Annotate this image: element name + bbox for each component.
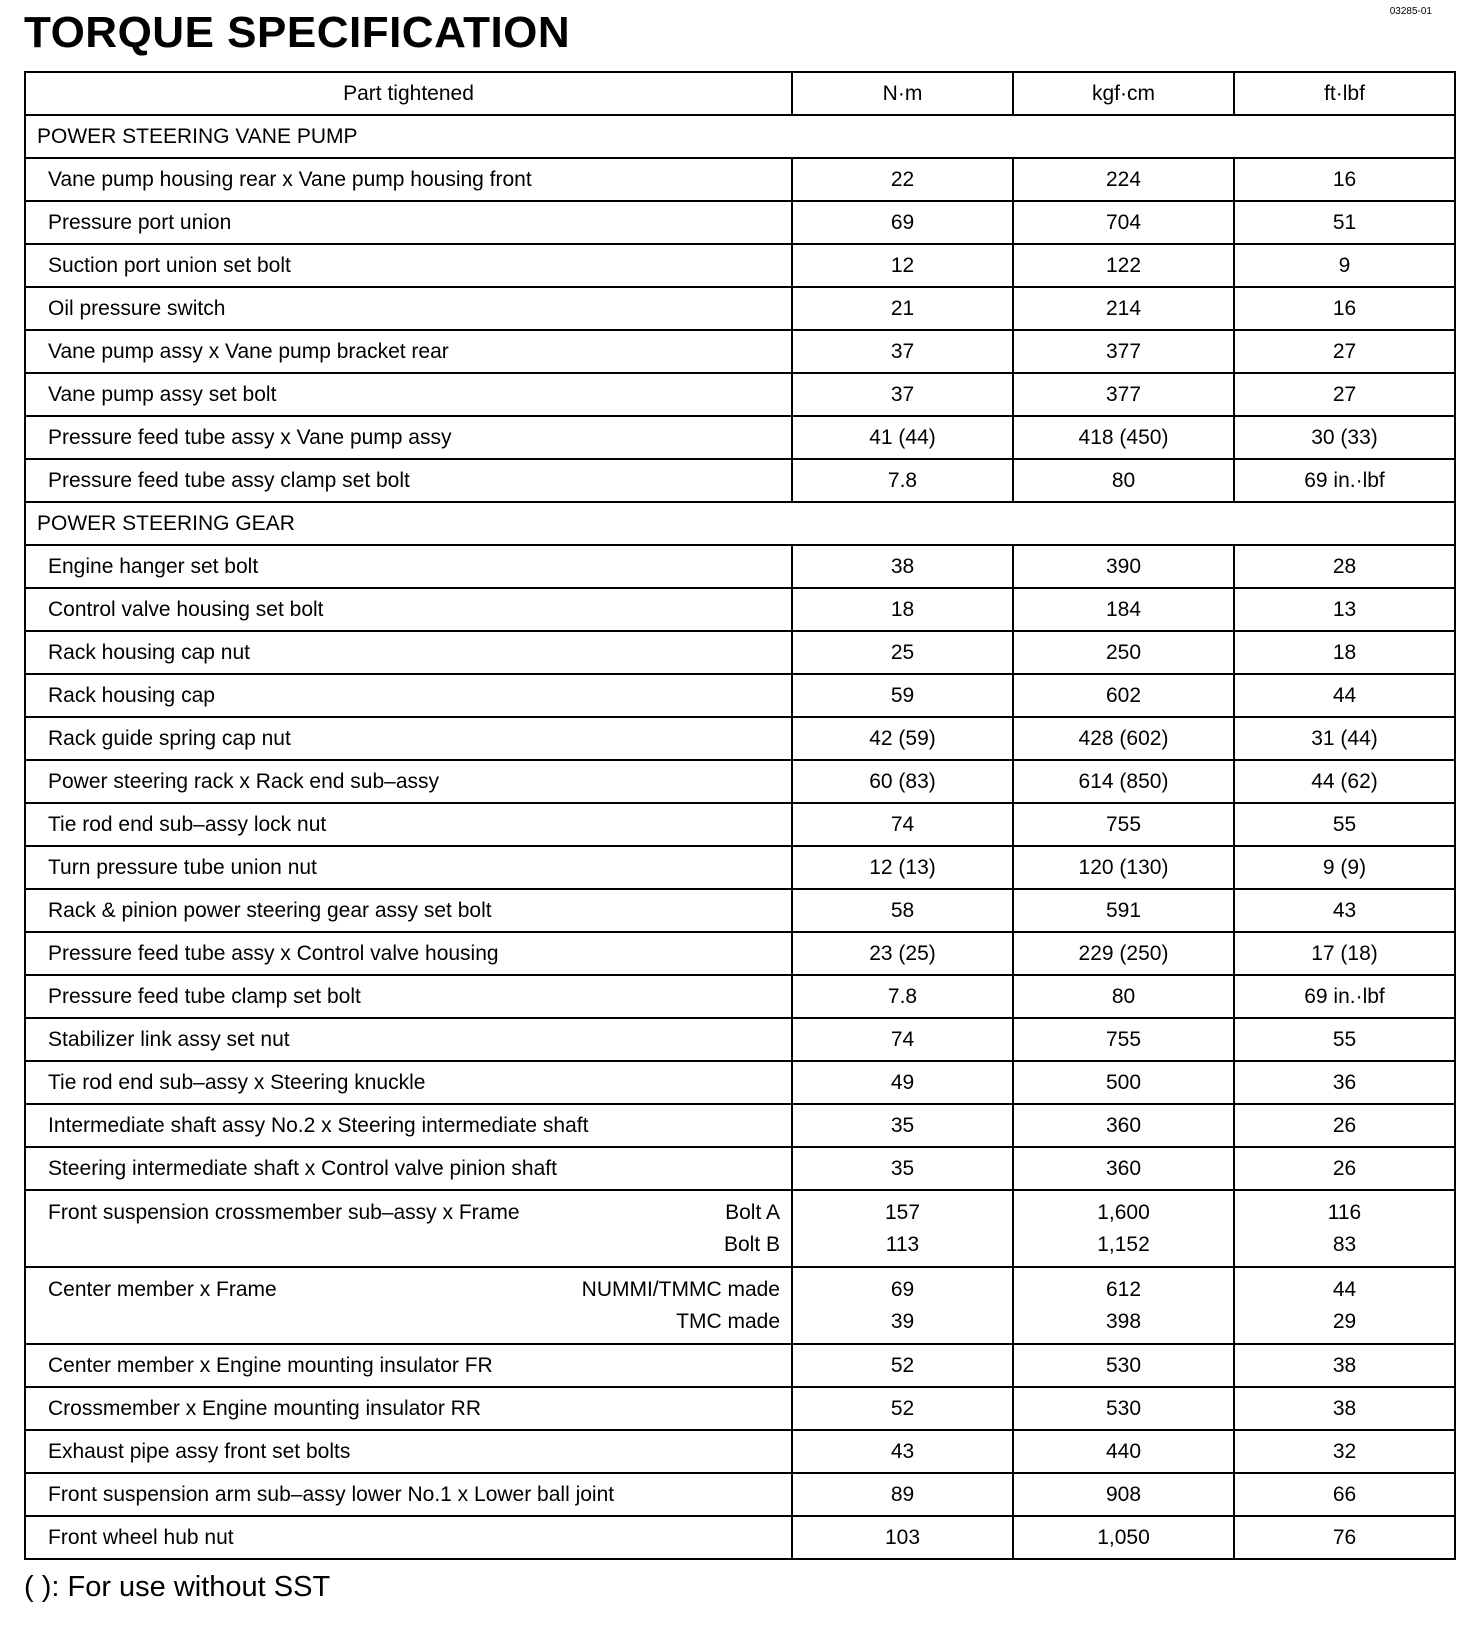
page-title: TORQUE SPECIFICATION	[24, 8, 571, 57]
part-name: Suction port union set bolt	[25, 244, 792, 287]
value-nm-cell	[792, 1190, 1013, 1267]
value-nm: 58	[792, 889, 1013, 932]
part-name: Pressure feed tube clamp set bolt	[25, 975, 792, 1018]
value-nm: 74	[792, 803, 1013, 846]
part-name: Pressure port union	[25, 201, 792, 244]
value-kgfcm: 418 (450)	[1013, 416, 1234, 459]
value-kgfcm: 500	[1013, 1061, 1234, 1104]
table-row	[25, 1387, 1455, 1430]
table-row	[25, 158, 1455, 201]
value-kgfcm: 360	[1013, 1104, 1234, 1147]
sub-label: TMC made	[676, 1309, 780, 1333]
value-kgfcm: 612	[1105, 1277, 1142, 1301]
value-ftlbf: 43	[1234, 889, 1455, 932]
part-name: Vane pump assy x Vane pump bracket rear	[25, 330, 792, 373]
footnote: ( ): For use without SST	[24, 1571, 331, 1603]
table-row	[25, 459, 1455, 502]
header-ftlbf: ft·lbf	[1234, 72, 1455, 115]
value-nm: 52	[792, 1344, 1013, 1387]
table-row	[25, 373, 1455, 416]
table-row	[25, 545, 1455, 588]
value-ftlbf: 38	[1234, 1344, 1455, 1387]
value-ftlbf: 36	[1234, 1061, 1455, 1104]
value-kgfcm: 80	[1013, 975, 1234, 1018]
value-nm: 22	[792, 158, 1013, 201]
value-nm: 59	[792, 674, 1013, 717]
value-ftlbf: 69 in.·lbf	[1234, 459, 1455, 502]
value-kgfcm: 755	[1013, 1018, 1234, 1061]
section-title: POWER STEERING GEAR	[25, 502, 1455, 545]
table-row	[25, 330, 1455, 373]
value-nm: 113	[885, 1232, 920, 1256]
value-ftlbf: 9 (9)	[1234, 846, 1455, 889]
value-kgfcm: 80	[1013, 459, 1234, 502]
value-kgfcm: 1,600	[1097, 1200, 1150, 1224]
table-row	[25, 846, 1455, 889]
value-ftlbf: 38	[1234, 1387, 1455, 1430]
value-kgfcm: 440	[1013, 1430, 1234, 1473]
value-nm: 74	[792, 1018, 1013, 1061]
sub-label: Bolt A	[725, 1200, 780, 1224]
value-kgfcm: 390	[1013, 545, 1234, 588]
value-kgfcm: 428 (602)	[1013, 717, 1234, 760]
torque-spec-body	[25, 72, 1455, 1559]
value-ftlbf: 26	[1234, 1147, 1455, 1190]
value-ftlbf: 16	[1234, 287, 1455, 330]
value-nm: 69	[890, 1277, 915, 1301]
value-kgfcm: 1,050	[1013, 1516, 1234, 1559]
value-nm: 23 (25)	[792, 932, 1013, 975]
table-row	[25, 975, 1455, 1018]
value-kgfcm: 591	[1013, 889, 1234, 932]
value-nm: 37	[792, 330, 1013, 373]
table-row	[25, 244, 1455, 287]
sub-label: NUMMI/TMMC made	[581, 1277, 780, 1301]
value-ftlbf: 44	[1234, 674, 1455, 717]
table-row	[25, 932, 1455, 975]
document-code: 03285-01	[1389, 6, 1432, 17]
value-kgfcm: 184	[1013, 588, 1234, 631]
value-nm: 7.8	[792, 459, 1013, 502]
table-row-multi	[25, 1190, 1455, 1267]
value-nm: 43	[792, 1430, 1013, 1473]
header-nm: N·m	[792, 72, 1013, 115]
part-cell	[25, 1190, 792, 1267]
value-nm: 49	[792, 1061, 1013, 1104]
value-nm: 25	[792, 631, 1013, 674]
table-row	[25, 1344, 1455, 1387]
table-row	[25, 803, 1455, 846]
table-row	[25, 1473, 1455, 1516]
part-name: Crossmember x Engine mounting insulator RR	[25, 1387, 792, 1430]
value-kgfcm: 360	[1013, 1147, 1234, 1190]
table-row	[25, 1061, 1455, 1104]
table-row	[25, 717, 1455, 760]
table-row	[25, 416, 1455, 459]
part-name: Front suspension arm sub–assy lower No.1 x Lower ball joint	[25, 1473, 792, 1516]
part-name: Stabilizer link assy set nut	[25, 1018, 792, 1061]
value-nm: 35	[792, 1104, 1013, 1147]
part-name: Tie rod end sub–assy lock nut	[25, 803, 792, 846]
header-part-tightened: Part tightened	[25, 72, 792, 115]
value-ftlbf: 28	[1234, 545, 1455, 588]
value-kgfcm: 398	[1105, 1309, 1142, 1333]
part-name: Rack housing cap nut	[25, 631, 792, 674]
part-name: Rack guide spring cap nut	[25, 717, 792, 760]
table-row	[25, 201, 1455, 244]
table-row	[25, 588, 1455, 631]
part-name: Vane pump assy set bolt	[25, 373, 792, 416]
value-ftlbf: 66	[1234, 1473, 1455, 1516]
table-row	[25, 1147, 1455, 1190]
value-kgfcm: 530	[1013, 1344, 1234, 1387]
part-name: Rack & pinion power steering gear assy set bolt	[25, 889, 792, 932]
part-name: Engine hanger set bolt	[25, 545, 792, 588]
table-row	[25, 760, 1455, 803]
value-kgfcm: 704	[1013, 201, 1234, 244]
value-ftlbf: 27	[1234, 330, 1455, 373]
part-name: Control valve housing set bolt	[25, 588, 792, 631]
value-nm: 38	[792, 545, 1013, 588]
part-name: Pressure feed tube assy x Vane pump assy	[25, 416, 792, 459]
table-row	[25, 674, 1455, 717]
table-row	[25, 631, 1455, 674]
part-name: Center member x Frame	[48, 1277, 277, 1301]
value-ftlbf-cell	[1234, 1267, 1455, 1344]
part-cell	[25, 1267, 792, 1344]
value-nm: 60 (83)	[792, 760, 1013, 803]
value-ftlbf: 55	[1234, 803, 1455, 846]
value-kgfcm: 250	[1013, 631, 1234, 674]
header-row	[25, 72, 1455, 115]
value-nm: 103	[792, 1516, 1013, 1559]
table-row	[25, 1516, 1455, 1559]
value-ftlbf: 31 (44)	[1234, 717, 1455, 760]
part-name: Steering intermediate shaft x Control valve pinion shaft	[25, 1147, 792, 1190]
part-name: Oil pressure switch	[25, 287, 792, 330]
value-ftlbf: 44 (62)	[1234, 760, 1455, 803]
value-kgfcm-cell	[1013, 1267, 1234, 1344]
value-nm: 52	[792, 1387, 1013, 1430]
part-name: Vane pump housing rear x Vane pump housing front	[25, 158, 792, 201]
part-name: Intermediate shaft assy No.2 x Steering intermediate shaft	[25, 1104, 792, 1147]
value-kgfcm: 229 (250)	[1013, 932, 1234, 975]
part-name: Exhaust pipe assy front set bolts	[25, 1430, 792, 1473]
value-kgfcm: 377	[1013, 330, 1234, 373]
value-kgfcm: 908	[1013, 1473, 1234, 1516]
part-name: Pressure feed tube assy clamp set bolt	[25, 459, 792, 502]
value-ftlbf: 26	[1234, 1104, 1455, 1147]
value-ftlbf: 32	[1234, 1430, 1455, 1473]
section-header-row	[25, 502, 1455, 545]
value-ftlbf: 16	[1234, 158, 1455, 201]
value-ftlbf: 29	[1332, 1309, 1357, 1333]
part-name: Turn pressure tube union nut	[25, 846, 792, 889]
value-ftlbf: 30 (33)	[1234, 416, 1455, 459]
torque-spec-table	[24, 71, 1456, 1560]
table-row	[25, 1018, 1455, 1061]
value-nm: 37	[792, 373, 1013, 416]
value-nm: 41 (44)	[792, 416, 1013, 459]
value-kgfcm: 122	[1013, 244, 1234, 287]
value-kgfcm: 214	[1013, 287, 1234, 330]
value-nm-cell	[792, 1267, 1013, 1344]
value-kgfcm: 224	[1013, 158, 1234, 201]
value-kgfcm: 614 (850)	[1013, 760, 1234, 803]
value-nm: 69	[792, 201, 1013, 244]
value-kgfcm: 602	[1013, 674, 1234, 717]
value-nm: 12	[792, 244, 1013, 287]
part-name: Power steering rack x Rack end sub–assy	[25, 760, 792, 803]
value-nm: 35	[792, 1147, 1013, 1190]
value-kgfcm: 755	[1013, 803, 1234, 846]
part-name: Pressure feed tube assy x Control valve housing	[25, 932, 792, 975]
value-ftlbf: 18	[1234, 631, 1455, 674]
value-ftlbf: 55	[1234, 1018, 1455, 1061]
value-ftlbf: 13	[1234, 588, 1455, 631]
value-ftlbf: 69 in.·lbf	[1234, 975, 1455, 1018]
value-ftlbf: 44	[1332, 1277, 1357, 1301]
part-name: Tie rod end sub–assy x Steering knuckle	[25, 1061, 792, 1104]
value-nm: 21	[792, 287, 1013, 330]
value-nm: 7.8	[792, 975, 1013, 1018]
table-row	[25, 1104, 1455, 1147]
value-nm: 42 (59)	[792, 717, 1013, 760]
value-kgfcm: 377	[1013, 373, 1234, 416]
section-title: POWER STEERING VANE PUMP	[25, 115, 1455, 158]
value-ftlbf: 116	[1327, 1200, 1362, 1224]
value-ftlbf: 9	[1234, 244, 1455, 287]
value-ftlbf: 83	[1332, 1232, 1357, 1256]
part-name: Front suspension crossmember sub–assy x Frame	[48, 1200, 520, 1224]
value-kgfcm: 120 (130)	[1013, 846, 1234, 889]
value-nm: 157	[884, 1200, 921, 1224]
value-nm: 39	[890, 1309, 915, 1333]
section-header-row	[25, 115, 1455, 158]
value-ftlbf: 51	[1234, 201, 1455, 244]
sub-label: Bolt B	[723, 1232, 780, 1256]
value-nm: 12 (13)	[792, 846, 1013, 889]
value-ftlbf-cell	[1234, 1190, 1455, 1267]
value-kgfcm-cell	[1013, 1190, 1234, 1267]
part-name: Rack housing cap	[25, 674, 792, 717]
value-ftlbf: 76	[1234, 1516, 1455, 1559]
value-ftlbf: 27	[1234, 373, 1455, 416]
part-name: Front wheel hub nut	[25, 1516, 792, 1559]
value-kgfcm: 1,152	[1097, 1232, 1150, 1256]
value-kgfcm: 530	[1013, 1387, 1234, 1430]
table-row	[25, 889, 1455, 932]
value-ftlbf: 17 (18)	[1234, 932, 1455, 975]
table-row	[25, 287, 1455, 330]
value-nm: 89	[792, 1473, 1013, 1516]
value-nm: 18	[792, 588, 1013, 631]
table-row	[25, 1430, 1455, 1473]
table-row-multi	[25, 1267, 1455, 1344]
part-name: Center member x Engine mounting insulator FR	[25, 1344, 792, 1387]
header-kgfcm: kgf·cm	[1013, 72, 1234, 115]
